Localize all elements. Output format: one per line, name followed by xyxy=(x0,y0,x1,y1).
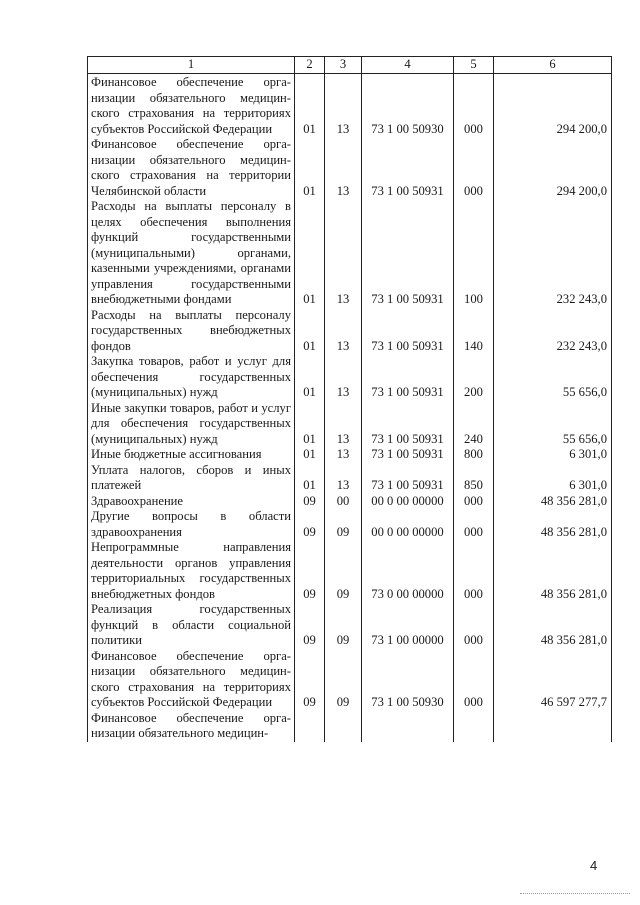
cell-name: Финансовое обеспечение организации обязательного медицинского страхования на территории Челябинской области xyxy=(88,137,295,199)
cell-section: 01 xyxy=(295,74,325,138)
cell-target: 00 0 00 00000 xyxy=(362,494,454,510)
cell-target: 73 1 00 50930 xyxy=(362,74,454,138)
cell-amount: 232 243,0 xyxy=(494,199,612,308)
header-cell-section: 2 xyxy=(295,57,325,74)
cell-amount: 294 200,0 xyxy=(494,137,612,199)
table-row xyxy=(88,199,612,308)
table-row xyxy=(88,540,612,602)
table-row xyxy=(88,509,612,540)
table-row xyxy=(88,711,612,742)
cell-section: 01 xyxy=(295,447,325,463)
header-cell-amount: 6 xyxy=(494,57,612,74)
cell-name: Расходы на выплаты персоналу в целях обеспечения выполнения функций государственными (муниципальными) органами, казенными учреждениями, органами управления государственными внебюджетными фондами xyxy=(88,199,295,308)
cell-expense: 000 xyxy=(454,602,494,649)
cell-subsection: 09 xyxy=(325,540,362,602)
cell-expense: 240 xyxy=(454,401,494,448)
cell-section: 09 xyxy=(295,494,325,510)
cell-amount: 48 356 281,0 xyxy=(494,540,612,602)
cell-expense: 800 xyxy=(454,447,494,463)
cell-name: Финансовое обеспечение организации обязательного медицинского страхования на территориях субъектов Российской Федерации xyxy=(88,649,295,711)
cell-section: 01 xyxy=(295,463,325,494)
table-row xyxy=(88,649,612,711)
table-row xyxy=(88,354,612,401)
cell-target: 73 1 00 50931 xyxy=(362,447,454,463)
cell-name: Непрограммные направления деятельности органов управления территориальных государственных внебюджетных фондов xyxy=(88,540,295,602)
cell-amount: 48 356 281,0 xyxy=(494,602,612,649)
cell-expense: 000 xyxy=(454,540,494,602)
header-cell-target: 4 xyxy=(362,57,454,74)
cell-section: 01 xyxy=(295,354,325,401)
cell-expense: 000 xyxy=(454,509,494,540)
footer-divider xyxy=(520,893,630,894)
cell-expense: 100 xyxy=(454,199,494,308)
cell-subsection: 13 xyxy=(325,354,362,401)
cell-subsection: 13 xyxy=(325,137,362,199)
cell-name: Другие вопросы в области здравоохранения xyxy=(88,509,295,540)
page-number: 4 xyxy=(590,858,598,873)
cell-expense: 850 xyxy=(454,463,494,494)
cell-subsection: 13 xyxy=(325,463,362,494)
cell-name: Иные бюджетные ассигнования xyxy=(88,447,295,463)
cell-name: Закупка товаров, работ и услуг для обеспечения государственных (муниципальных) нужд xyxy=(88,354,295,401)
cell-amount xyxy=(494,711,612,742)
table-row xyxy=(88,74,612,138)
cell-amount: 232 243,0 xyxy=(494,308,612,355)
cell-subsection: 09 xyxy=(325,649,362,711)
cell-expense xyxy=(454,711,494,742)
budget-table xyxy=(87,56,612,742)
cell-amount: 46 597 277,7 xyxy=(494,649,612,711)
table-row xyxy=(88,463,612,494)
cell-subsection: 13 xyxy=(325,447,362,463)
cell-expense: 000 xyxy=(454,137,494,199)
cell-name: Расходы на выплаты персоналу государственных внебюджетных фондов xyxy=(88,308,295,355)
table-row xyxy=(88,602,612,649)
cell-section: 01 xyxy=(295,401,325,448)
cell-amount: 294 200,0 xyxy=(494,74,612,138)
cell-target: 73 0 00 00000 xyxy=(362,540,454,602)
cell-expense: 000 xyxy=(454,494,494,510)
cell-amount: 6 301,0 xyxy=(494,447,612,463)
cell-amount: 55 656,0 xyxy=(494,354,612,401)
cell-name: Реализация государственных функций в области социальной политики xyxy=(88,602,295,649)
cell-name: Финансовое обеспечение организации обязательного медицинского страхования на территориях субъектов Российской Федерации xyxy=(88,74,295,138)
cell-subsection: 13 xyxy=(325,74,362,138)
cell-target xyxy=(362,711,454,742)
cell-section: 09 xyxy=(295,649,325,711)
table-row xyxy=(88,447,612,463)
cell-name: Финансовое обеспечение организации обязательного медицин- xyxy=(88,711,295,742)
cell-target: 00 0 00 00000 xyxy=(362,509,454,540)
cell-expense: 200 xyxy=(454,354,494,401)
cell-target: 73 1 00 50931 xyxy=(362,137,454,199)
cell-target: 73 1 00 00000 xyxy=(362,602,454,649)
header-cell-name: 1 xyxy=(88,57,295,74)
cell-expense: 140 xyxy=(454,308,494,355)
cell-target: 73 1 00 50931 xyxy=(362,308,454,355)
cell-subsection: 13 xyxy=(325,401,362,448)
header-cell-subsection: 3 xyxy=(325,57,362,74)
cell-subsection: 13 xyxy=(325,199,362,308)
cell-expense: 000 xyxy=(454,74,494,138)
cell-name: Здравоохранение xyxy=(88,494,295,510)
cell-subsection: 00 xyxy=(325,494,362,510)
cell-amount: 48 356 281,0 xyxy=(494,494,612,510)
header-cell-expense: 5 xyxy=(454,57,494,74)
cell-target: 73 1 00 50931 xyxy=(362,401,454,448)
table-body xyxy=(88,74,612,742)
table-row xyxy=(88,494,612,510)
cell-target: 73 1 00 50931 xyxy=(362,199,454,308)
cell-amount: 55 656,0 xyxy=(494,401,612,448)
cell-section: 09 xyxy=(295,540,325,602)
cell-section: 09 xyxy=(295,509,325,540)
cell-subsection: 09 xyxy=(325,509,362,540)
cell-section: 01 xyxy=(295,137,325,199)
cell-subsection: 13 xyxy=(325,308,362,355)
cell-target: 73 1 00 50931 xyxy=(362,463,454,494)
cell-amount: 6 301,0 xyxy=(494,463,612,494)
cell-subsection xyxy=(325,711,362,742)
cell-section xyxy=(295,711,325,742)
cell-name: Иные закупки товаров, работ и услуг для обеспечения государственных (муниципальных) нужд xyxy=(88,401,295,448)
cell-amount: 48 356 281,0 xyxy=(494,509,612,540)
cell-expense: 000 xyxy=(454,649,494,711)
table-row xyxy=(88,308,612,355)
table-row xyxy=(88,401,612,448)
cell-section: 01 xyxy=(295,308,325,355)
table-row xyxy=(88,137,612,199)
header-row xyxy=(88,57,612,74)
cell-name: Уплата налогов, сборов и иных платежей xyxy=(88,463,295,494)
cell-subsection: 09 xyxy=(325,602,362,649)
cell-section: 01 xyxy=(295,199,325,308)
cell-target: 73 1 00 50931 xyxy=(362,354,454,401)
cell-target: 73 1 00 50930 xyxy=(362,649,454,711)
cell-section: 09 xyxy=(295,602,325,649)
